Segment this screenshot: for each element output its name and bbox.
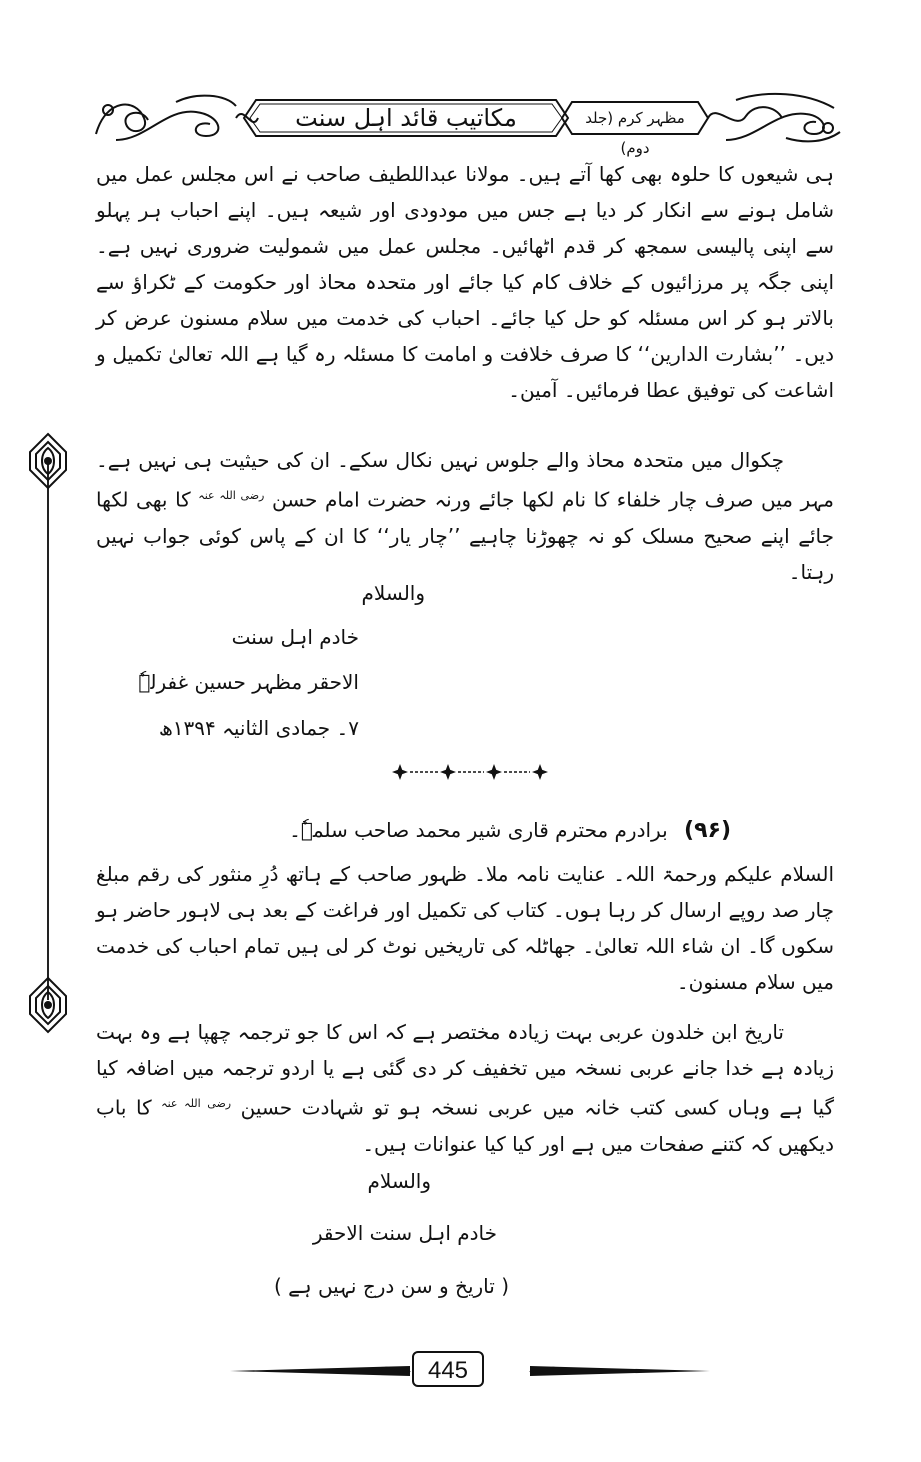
letter-addressee: برادرم محترم قاری شیر محمد صاحب سلمہٗ۔ (289, 818, 668, 842)
paragraph-text (96, 1014, 834, 1162)
margin-ornament-top-icon (26, 432, 70, 490)
margin-line (47, 460, 49, 1000)
page-number: 445 (412, 1351, 484, 1387)
margin-ornament-bottom-icon (26, 976, 70, 1034)
paragraph-text (96, 442, 834, 590)
paragraph-text-part: کا بھی لکھا جائے اپنے صحیح مسلک کو نہ چھوڑنا چاہیے ’’چار یار‘‘ کا ان کے پاس کوئی جواب نہیں رہتا۔ (96, 487, 834, 584)
running-title: مکاتیب قائد اہل سنت (295, 104, 517, 132)
letter-96-ibn-khaldun (96, 1014, 834, 1162)
signature-title: خادم اہل سنت الاحقر (312, 1221, 497, 1245)
paragraph-text-part: تاریخ ابن خلدون عربی بہت زیادہ مختصر ہے کہ اس کا جو ترجمہ چھپا ہے وہ بہت زیادہ ہے خدا جانے عربی نسخہ میں تخفیف کر دی گئی ہے یا اردو ترجمہ میں اضافہ کیا گیا ہے وہاں کسی کتب خانہ میں عربی نسخہ ہو تو شہادت حسین (96, 1020, 835, 1120)
signature-date: ۷۔ جمادی الثانیہ ۱۳۹۴ھ (158, 716, 359, 740)
volume-label: مظہر کرم (جلد دوم) (585, 109, 685, 157)
letter-heading (289, 810, 731, 851)
paragraph-text: السلام علیکم ورحمۃ اللہ۔ عنایت نامہ ملا۔ ظہور صاحب کے ہاتھ دُرِ منثور کی رقم مبلغ چار صد روپے ارسال کر رہا ہوں۔ کتاب کی تکمیل اور فراغت کے بعد ہی لاہور حاضر ہو سکوں گا۔ ان شاء اللہ تعالیٰ۔ جھاٹلہ کی تاریخیں نوٹ کر لی ہیں تمام احباب کی خدمت میں سلام مسنون۔ (96, 862, 834, 994)
paragraph-text: ہی شیعوں کا حلوہ بھی کھا آتے ہیں۔ مولانا عبداللطیف صاحب نے اس مجلس عمل میں شامل ہونے سے انکار کر دیا ہے جس میں مودودی اور شیعہ ہیں۔ اپنے احباب ہر پہلو سے اپنی پالیسی سمجھ کر قدم اٹھائیں۔ مجلس عمل میں شمولیت ضروری نہیں ہے۔ اپنی جگہ پر مرزائیوں کے خلاف کام کیا جائے اور متحدہ محاذ اور حکومت کے ٹکراؤ سے بالاتر ہو کر اس مسئلہ کو حل کیا جائے۔ احباب کی خدمت میں سلام مسنون عرض کر دیں۔ ’’بشارت الدارین‘‘ کا صرف خلافت و امامت کا مسئلہ رہ گیا ہے اللہ تعالیٰ تکمیل و اشاعت کی توفیق عطا فرمائیں۔ آمین۔ (96, 162, 834, 402)
honorific-mark: رضی اللہ عنہ (161, 1097, 232, 1110)
paragraph-text-part: کا باب دیکھیں کہ کتنے صفحات میں ہے اور کیا کیا عنوانات ہیں۔ (96, 1095, 834, 1156)
honorific-mark: رضی اللہ عنہ (198, 489, 265, 502)
date-note: ( تاریخ و سن درج نہیں ہے ) (274, 1274, 509, 1298)
paragraph-continuation (96, 156, 834, 408)
paragraph-chakwal (96, 442, 834, 590)
letter-number: (۹۶) (684, 818, 731, 843)
salutation: والسلام (361, 581, 425, 605)
page-header (86, 88, 846, 157)
salutation: والسلام (367, 1169, 431, 1193)
signature-title: خادم اہل سنت (231, 625, 359, 649)
paragraph-text-part: چکوال میں متحدہ محاذ والے جلوس نہیں نکال سکے۔ ان کی حیثیت ہی نہیں ہے۔ مہر میں صرف چار خلفاء کا نام لکھا جائے ورنہ حضرت امام حسن (96, 448, 835, 512)
letter-96-body (96, 856, 834, 1000)
signature-name: الاحقر مظہر حسین غفرلہٗ (138, 670, 359, 694)
section-separator (380, 760, 560, 784)
